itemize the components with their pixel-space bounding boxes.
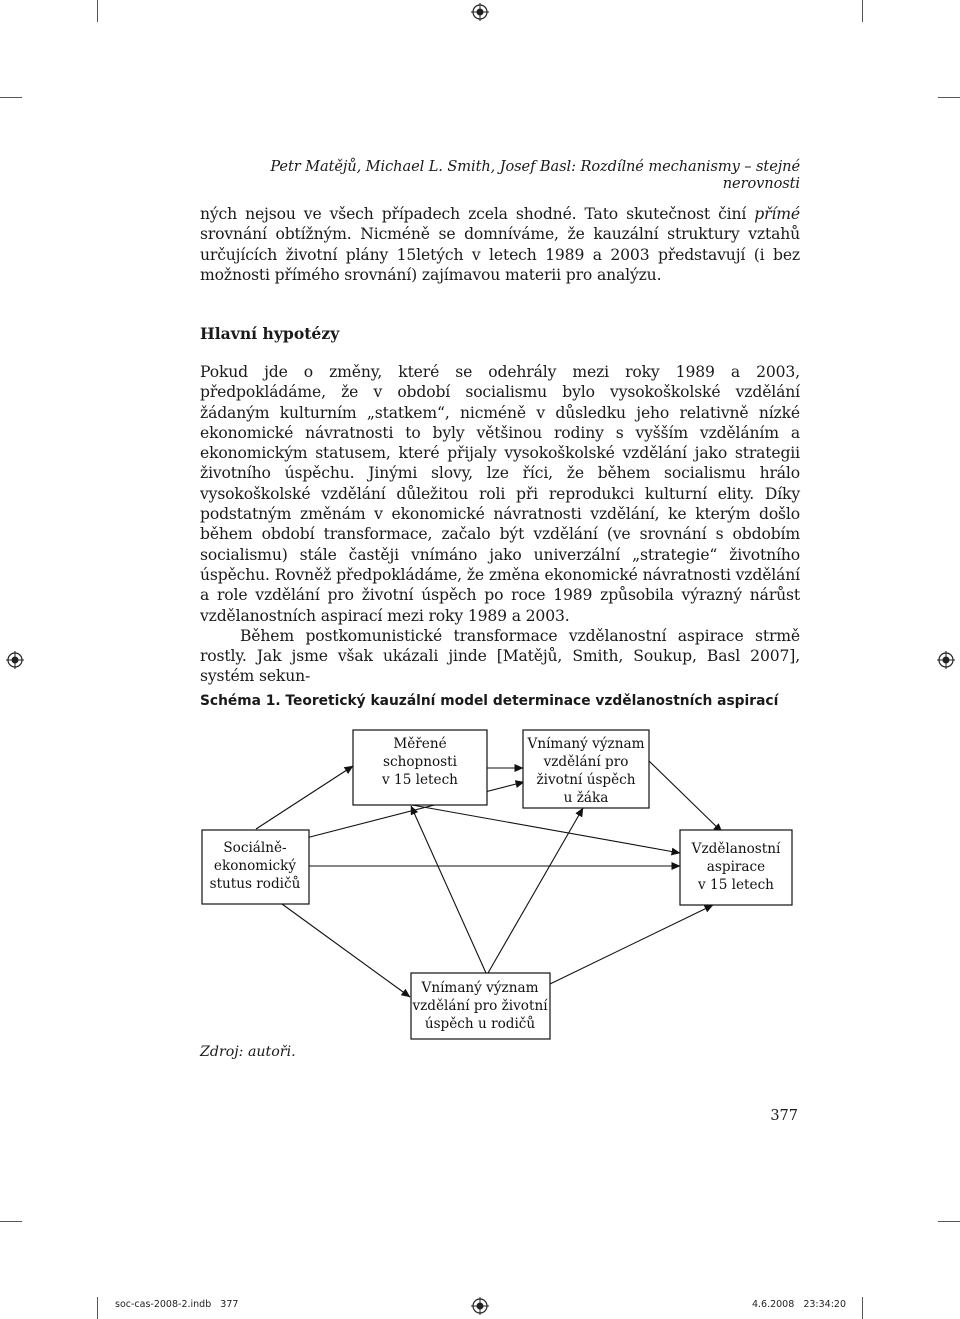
section-paragraph-2: Během postkomunistické transformace vzdělanostní aspirace strmě rostly. Jak jsme však ukázali jinde [Matějů, Smith, Soukup, Basl 2007], systém sekun- <box>200 626 800 686</box>
section-heading: Hlavní hypotézy <box>200 324 340 343</box>
footer-file: soc-cas-2008-2.indb 377 <box>115 1299 239 1310</box>
parents-line-1: Vnímaný význam <box>421 980 539 996</box>
running-header: Petr Matějů, Michael L. Smith, Josef Basl: Rozdílné mechanismy – stejné nerovnosti <box>270 158 800 192</box>
arrow-ability-to-aspiration <box>412 805 680 853</box>
parents-line-2: vzdělání pro životní <box>412 998 548 1014</box>
aspiration-line-1: Vzdělanostní <box>691 841 781 857</box>
arrow-parents-to-student <box>488 808 583 973</box>
ses-line-1: Sociálně- <box>223 840 287 856</box>
ability-line-1: Měřené <box>393 736 447 752</box>
ability-line-3: v 15 letech <box>382 772 458 788</box>
intro-text-start: ných nejsou ve všech případech zcela shodné. Tato skutečnost činí <box>200 205 755 223</box>
arrow-ses-to-ability <box>256 766 353 829</box>
ses-line-3: stutus rodičů <box>209 876 301 892</box>
aspiration-line-2: aspirace <box>706 859 766 875</box>
aspiration-line-3: v 15 letech <box>698 877 774 893</box>
ses-line-2: ekonomický <box>213 858 297 874</box>
parents-line-3: úspěch u rodičů <box>424 1016 536 1032</box>
arrow-ses-to-parents <box>282 904 410 997</box>
intro-text-end: srovnání obtížným. Nicméně se domníváme, že kauzální struktury vztahů určujících životní plány 15letých v letech 1989 a 2003 představují (i bez možnosti přímého srovnání) zajímavou materii pro analýzu. <box>200 225 800 284</box>
student-line-4: u žáka <box>563 790 609 806</box>
section-paragraph-1: Pokud jde o změny, které se odehrály mezi roky 1989 a 2003, předpokládáme, že v období socialismu bylo vysokoškolské vzdělání žádaným kulturním „statkem“, nicméně v důsledku jeho relativně nízké ekonomické návratnosti to byly většinou rodiny s vyšším vzděláním a ekonomickým statusem, které přijaly vysokoškolské vzdělání jako strategii životního úspěchu. Jinými slovy, lze říci, že během socialismu hrálo vysokoškolské vzdělání důležitou roli při reprodukci kulturní elity. Díky podstatným změnám v ekonomické návratnosti vzdělání, ke kterým došlo během období transformace, začalo být vzdělání (ve srovnání s obdobím socialismu) stále častěji vnímáno jako univerzální „strategie“ životního úspěchu. Rovněž předpokládáme, že změna ekonomické návratnosti vzdělání a role vzdělání pro životní úspěch po roce 1989 způsobila výrazný nárůst vzdělanostních aspirací mezi roky 1989 a 2003. <box>200 363 800 625</box>
student-line-3: životní úspěch <box>536 772 636 788</box>
student-line-1: Vnímaný význam <box>527 736 645 752</box>
arrow-parents-to-ability <box>411 806 486 973</box>
intro-emphasis: přímé <box>754 205 800 223</box>
student-line-2: vzdělání pro <box>543 754 629 770</box>
arrow-student-to-aspiration <box>648 760 722 832</box>
ability-line-2: schopnosti <box>383 754 457 770</box>
page-number: 377 <box>770 1108 798 1124</box>
figure-source: Zdroj: autoři. <box>200 1044 296 1060</box>
footer-timestamp: 4.6.2008 23:34:20 <box>751 1299 846 1310</box>
figure-caption: Schéma 1. Teoretický kauzální model determinace vzdělanostních aspirací <box>200 693 779 709</box>
arrow-parents-to-aspiration <box>550 905 713 984</box>
